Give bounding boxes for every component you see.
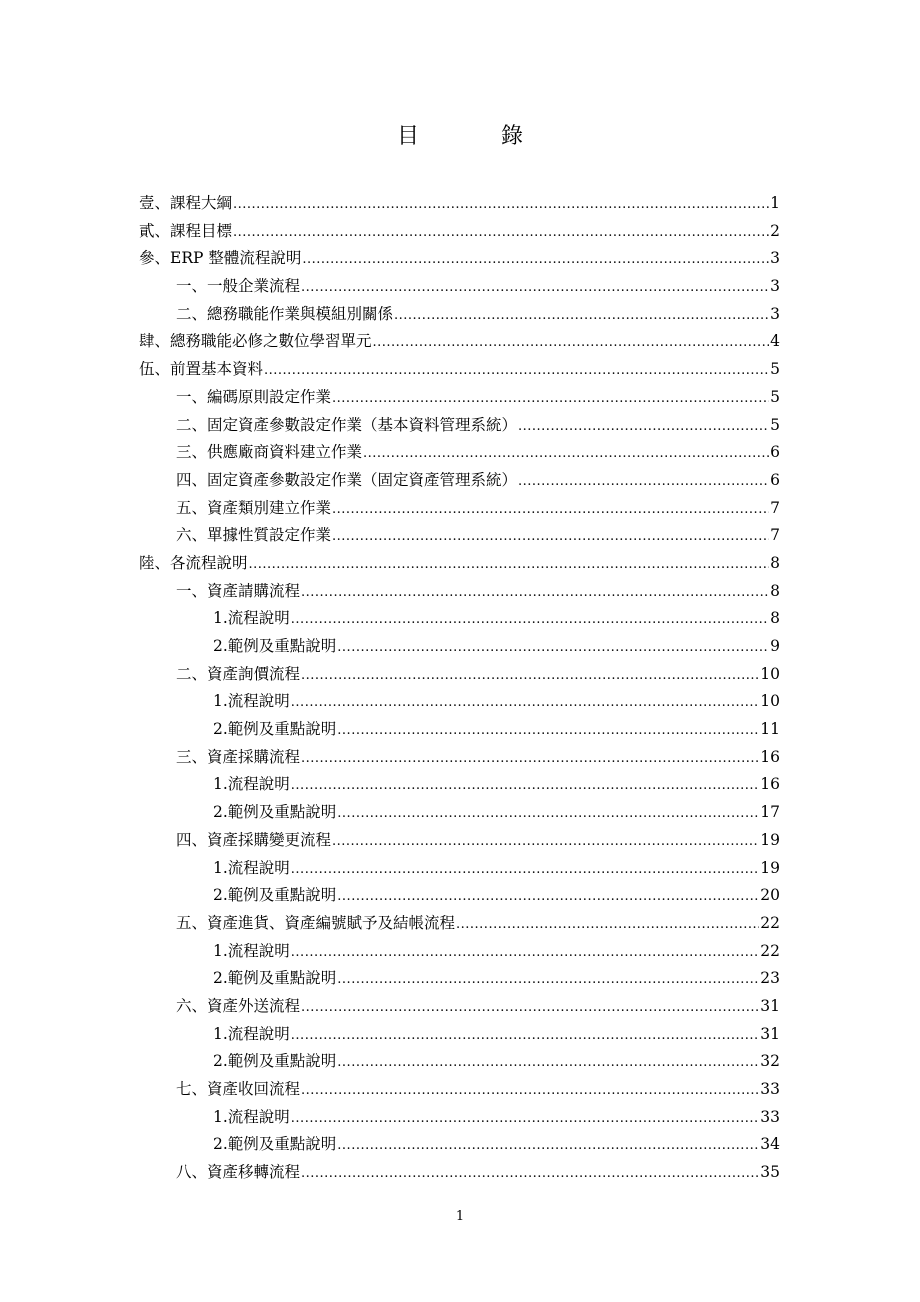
toc-entry bbox=[139, 661, 780, 689]
toc-entry-page: 16 bbox=[760, 775, 780, 794]
toc-entry-label: 二、總務職能作業與模組別關係 bbox=[176, 304, 394, 323]
toc-entry-page: 34 bbox=[760, 1135, 780, 1154]
toc-dot-leader bbox=[518, 468, 769, 496]
toc-entry-page: 6 bbox=[770, 443, 780, 462]
toc-dot-leader bbox=[291, 1022, 759, 1050]
toc-entry-page: 22 bbox=[760, 941, 780, 960]
toc-entry-label: 八、資產移轉流程 bbox=[176, 1163, 301, 1182]
toc-entry-page: 16 bbox=[760, 747, 780, 766]
toc-entry-page: 3 bbox=[770, 277, 780, 296]
toc-entry-label: 貳、課程目標 bbox=[139, 221, 233, 240]
toc-entry-page: 31 bbox=[760, 1024, 780, 1043]
toc-entry-label: 一、一般企業流程 bbox=[176, 277, 301, 296]
toc-entry bbox=[139, 1104, 780, 1132]
toc-dot-leader bbox=[337, 883, 759, 911]
toc-entry-label: 2.範例及重點說明 bbox=[213, 886, 337, 905]
toc-entry bbox=[139, 1159, 780, 1187]
toc-dot-leader bbox=[291, 772, 759, 800]
toc-entry-label: 1.流程說明 bbox=[213, 1107, 290, 1126]
toc-entry-label: 2.範例及重點說明 bbox=[213, 1135, 337, 1154]
toc-entry-label: 三、供應廠商資料建立作業 bbox=[176, 443, 363, 462]
toc-dot-leader bbox=[301, 662, 759, 690]
toc-dot-leader bbox=[302, 246, 769, 274]
toc-entry-label: 2.範例及重點說明 bbox=[213, 1052, 337, 1071]
toc-entry bbox=[139, 439, 780, 467]
toc-entry-page: 5 bbox=[770, 360, 780, 379]
toc-dot-leader bbox=[337, 634, 769, 662]
toc-entry-page: 8 bbox=[770, 609, 780, 628]
toc-entry bbox=[139, 855, 780, 883]
toc-entry-page: 4 bbox=[770, 332, 780, 351]
toc-dot-leader bbox=[291, 856, 759, 884]
toc-entry bbox=[139, 910, 780, 938]
toc-entry bbox=[139, 633, 780, 661]
toc-entry-label: 2.範例及重點說明 bbox=[213, 969, 337, 988]
toc-dot-leader bbox=[394, 302, 769, 330]
toc-entry bbox=[139, 578, 780, 606]
toc-dot-leader bbox=[337, 717, 759, 745]
toc-entry-label: 2.範例及重點說明 bbox=[213, 637, 337, 655]
toc-entry-page: 17 bbox=[760, 803, 780, 822]
toc-entry bbox=[139, 1131, 780, 1159]
toc-entry-label: 五、資產類別建立作業 bbox=[176, 498, 332, 517]
toc-entry-page: 10 bbox=[760, 692, 780, 711]
toc-dot-leader bbox=[332, 496, 769, 524]
toc-entry-page: 2 bbox=[770, 221, 780, 240]
toc-entry bbox=[139, 744, 780, 772]
toc-entry-page: 33 bbox=[760, 1080, 780, 1098]
toc-entry bbox=[139, 356, 780, 384]
toc-entry-label: 三、資產採購流程 bbox=[176, 747, 301, 766]
toc-dot-leader bbox=[332, 523, 769, 551]
toc-entry bbox=[139, 799, 780, 827]
toc-title-char: 目 bbox=[396, 124, 419, 149]
toc-dot-leader bbox=[291, 606, 769, 634]
toc-entry-page: 22 bbox=[760, 913, 780, 932]
toc-entry-label: 四、固定資產參數設定作業（固定資產管理系統） bbox=[176, 470, 518, 489]
toc-entry-page: 8 bbox=[770, 553, 780, 572]
toc-entry bbox=[139, 190, 780, 218]
toc-entry-page: 20 bbox=[760, 886, 780, 905]
toc-entry bbox=[139, 1021, 780, 1049]
toc-entry-page: 3 bbox=[770, 304, 780, 323]
toc-entry-page: 7 bbox=[770, 498, 780, 517]
toc-entry-page: 23 bbox=[760, 969, 780, 988]
toc-entry-page: 3 bbox=[770, 249, 780, 268]
toc-entry-page: 31 bbox=[760, 996, 780, 1015]
toc-entry-page: 8 bbox=[770, 581, 780, 600]
toc-dot-leader bbox=[301, 994, 759, 1022]
toc-entry-label: 壹、課程大綱 bbox=[139, 194, 233, 212]
page-number: 1 bbox=[455, 1209, 465, 1224]
toc-entry-label: 肆、總務職能必修之數位學習單元 bbox=[139, 332, 372, 351]
toc-entry bbox=[139, 688, 780, 716]
toc-entry bbox=[139, 827, 780, 855]
toc-entry-page: 33 bbox=[760, 1107, 780, 1126]
toc-entry-page: 5 bbox=[770, 387, 780, 406]
toc-dot-leader bbox=[337, 1132, 759, 1160]
toc-entry-page: 10 bbox=[760, 664, 780, 683]
toc-entry-label: 伍、前置基本資料 bbox=[139, 360, 264, 379]
toc-entry bbox=[139, 301, 780, 329]
toc-entry-page: 19 bbox=[760, 830, 780, 849]
toc-dot-leader bbox=[456, 911, 759, 939]
table-of-contents bbox=[139, 190, 780, 1187]
toc-dot-leader bbox=[301, 1160, 759, 1188]
toc-entry bbox=[139, 550, 780, 578]
toc-entry bbox=[139, 218, 780, 246]
toc-entry-label: 七、資產收回流程 bbox=[176, 1080, 301, 1098]
toc-entry bbox=[139, 938, 780, 966]
toc-entry-label: 1.流程說明 bbox=[213, 858, 290, 877]
toc-entry bbox=[139, 522, 780, 550]
toc-entry-label: 1.流程說明 bbox=[213, 692, 290, 711]
toc-entry-label: 陸、各流程說明 bbox=[139, 553, 248, 572]
toc-dot-leader bbox=[373, 329, 770, 357]
toc-dot-leader bbox=[332, 828, 759, 856]
toc-entry-label: 一、編碼原則設定作業 bbox=[176, 387, 332, 406]
toc-dot-leader bbox=[332, 385, 769, 413]
toc-title bbox=[0, 122, 920, 152]
toc-title-char: 錄 bbox=[501, 124, 524, 149]
toc-dot-leader bbox=[337, 800, 759, 828]
toc-entry-label: 2.範例及重點說明 bbox=[213, 720, 337, 739]
toc-dot-leader bbox=[291, 939, 759, 967]
toc-entry bbox=[139, 716, 780, 744]
toc-entry bbox=[139, 245, 780, 273]
toc-entry-label: 1.流程說明 bbox=[213, 775, 290, 794]
toc-entry bbox=[139, 605, 780, 633]
toc-dot-leader bbox=[264, 357, 769, 385]
toc-entry-page: 7 bbox=[770, 526, 780, 545]
toc-dot-leader bbox=[337, 1049, 759, 1077]
toc-entry-page: 6 bbox=[770, 470, 780, 489]
toc-dot-leader bbox=[301, 579, 769, 607]
toc-entry-label: 二、固定資產參數設定作業（基本資料管理系統） bbox=[176, 415, 518, 434]
toc-entry-label: 參、ERP 整體流程說明 bbox=[139, 249, 302, 268]
toc-entry bbox=[139, 1076, 780, 1104]
toc-entry-label: 1.流程說明 bbox=[213, 941, 290, 960]
toc-entry-label: 1.流程說明 bbox=[213, 1024, 290, 1043]
toc-dot-leader bbox=[518, 413, 769, 441]
toc-entry bbox=[139, 771, 780, 799]
toc-entry-label: 1.流程說明 bbox=[213, 609, 290, 628]
toc-entry-page: 5 bbox=[770, 415, 780, 434]
toc-entry-page: 1 bbox=[770, 194, 780, 212]
toc-entry-label: 六、單據性質設定作業 bbox=[176, 526, 332, 545]
toc-entry bbox=[139, 273, 780, 301]
toc-entry-page: 32 bbox=[760, 1052, 780, 1071]
toc-dot-leader bbox=[363, 440, 769, 468]
toc-entry-page: 19 bbox=[760, 858, 780, 877]
toc-entry-page: 9 bbox=[770, 637, 780, 655]
toc-entry-label: 一、資產請購流程 bbox=[176, 581, 301, 600]
toc-dot-leader bbox=[249, 551, 770, 579]
toc-dot-leader bbox=[301, 274, 769, 302]
toc-entry-label: 二、資產詢價流程 bbox=[176, 664, 301, 683]
toc-entry bbox=[139, 328, 780, 356]
toc-dot-leader bbox=[233, 219, 769, 247]
toc-entry bbox=[139, 467, 780, 495]
toc-dot-leader bbox=[301, 745, 759, 773]
toc-entry bbox=[139, 1048, 780, 1076]
toc-entry-page: 35 bbox=[760, 1163, 780, 1182]
toc-entry bbox=[139, 412, 780, 440]
toc-dot-leader bbox=[291, 1105, 759, 1133]
toc-entry bbox=[139, 993, 780, 1021]
toc-entry bbox=[139, 882, 780, 910]
toc-entry bbox=[139, 384, 780, 412]
toc-dot-leader bbox=[337, 966, 759, 994]
toc-dot-leader bbox=[301, 1077, 759, 1105]
toc-entry bbox=[139, 495, 780, 523]
toc-entry-label: 五、資產進貨、資產編號賦予及結帳流程 bbox=[176, 913, 456, 932]
toc-entry-page: 11 bbox=[760, 720, 780, 739]
toc-entry-label: 六、資產外送流程 bbox=[176, 996, 301, 1015]
toc-dot-leader bbox=[291, 689, 759, 717]
toc-entry-label: 2.範例及重點說明 bbox=[213, 803, 337, 822]
toc-entry bbox=[139, 965, 780, 993]
toc-dot-leader bbox=[233, 191, 769, 219]
toc-entry-label: 四、資產採購變更流程 bbox=[176, 830, 332, 849]
